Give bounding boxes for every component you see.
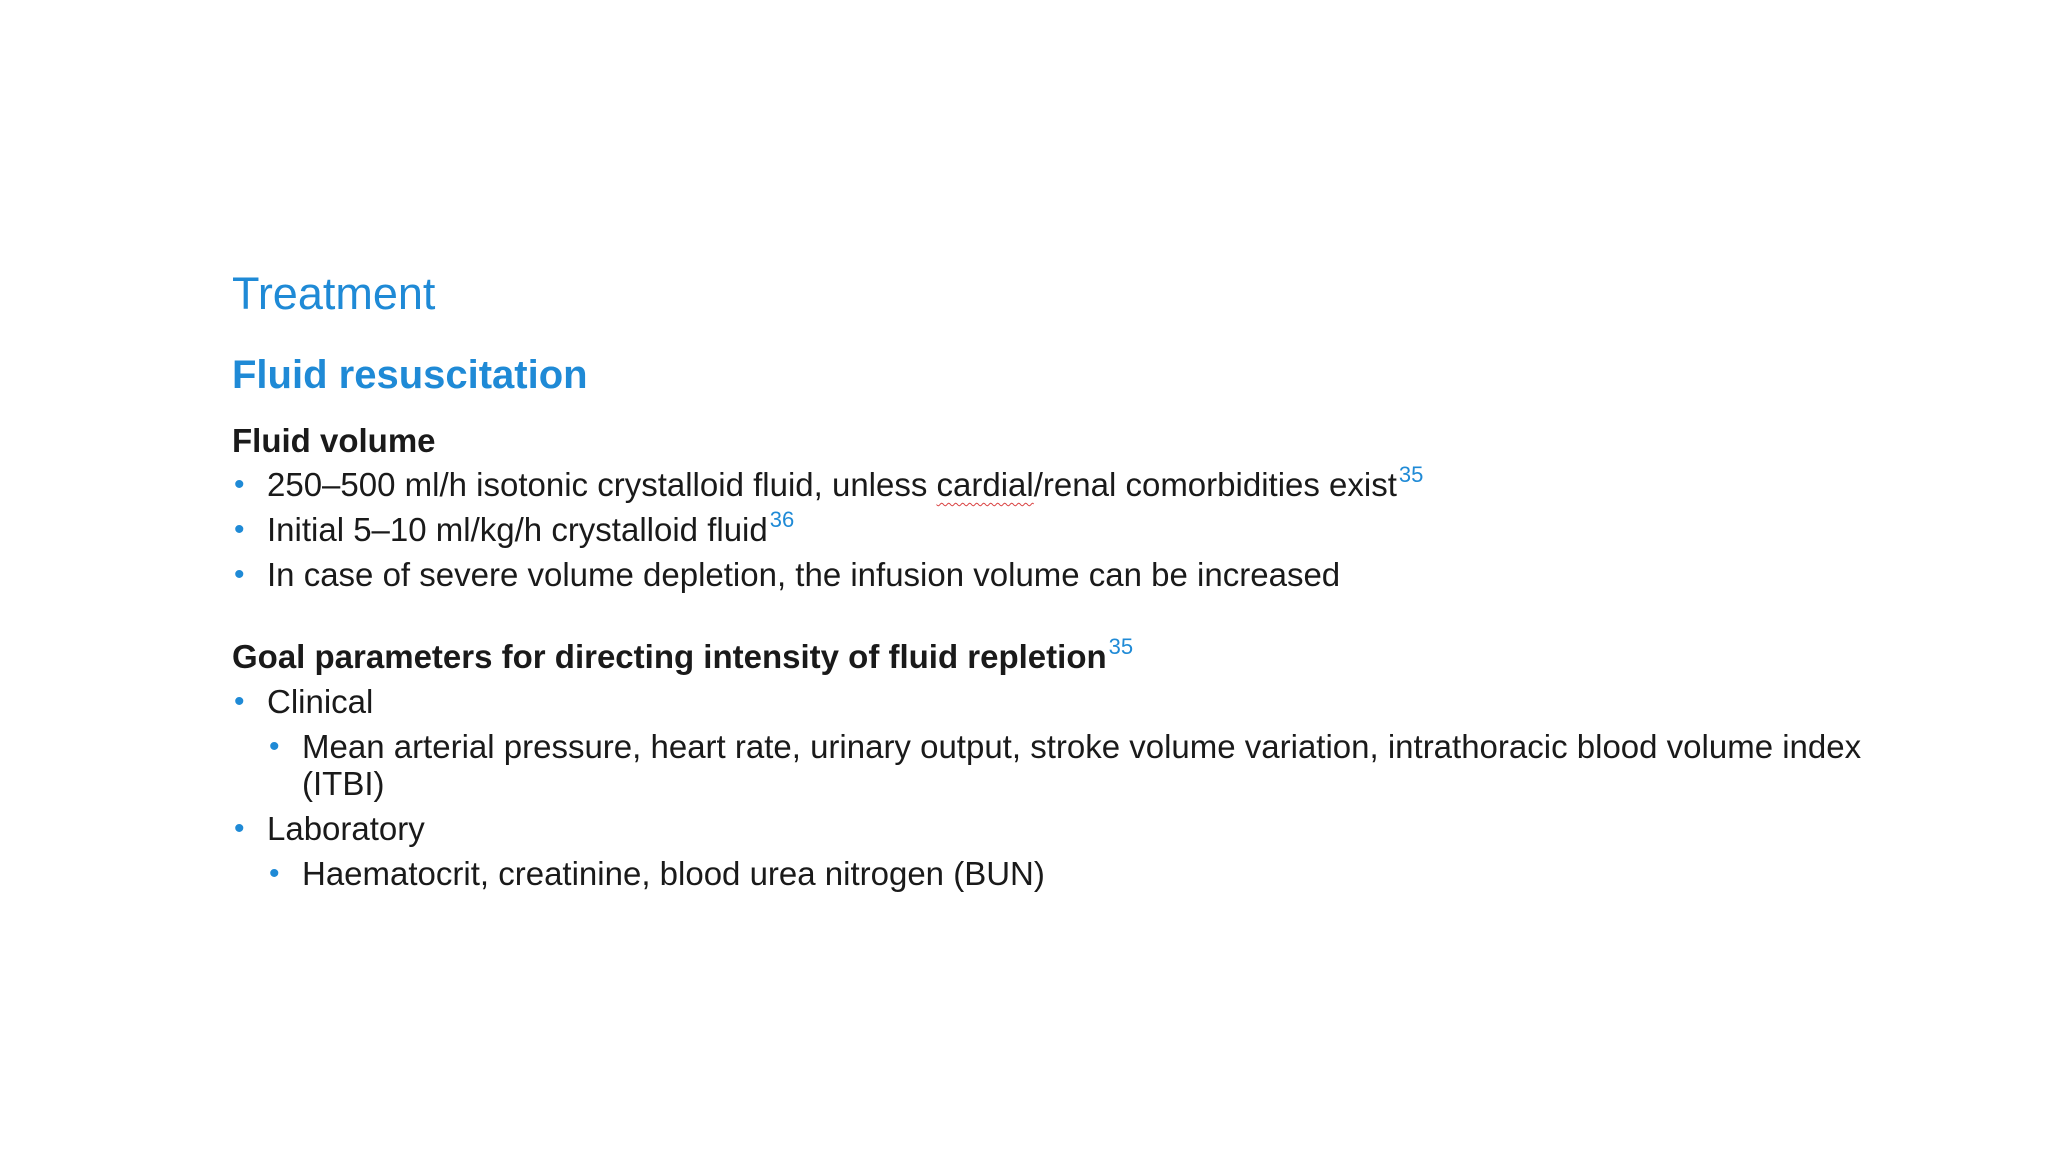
fluid-volume-heading: Fluid volume <box>232 422 436 459</box>
list-item-text: Laboratory <box>267 810 425 847</box>
bullet-icon: • <box>234 558 245 591</box>
slide-title: Treatment <box>232 268 436 319</box>
list-item-text: Clinical <box>267 683 374 720</box>
list-item-text: /renal comorbidities exist <box>1033 466 1397 503</box>
goal-parameters-heading-text: Goal parameters for directing intensity of fluid repletion <box>232 638 1107 675</box>
bullet-icon: • <box>234 812 245 845</box>
list-item-initial-rate <box>234 507 795 549</box>
reference-superscript: 35 <box>1398 462 1424 487</box>
list-item-text: Mean arterial pressure, heart rate, urinary output, stroke volume variation, intrathoracic blood volume index (ITBI) <box>302 728 1862 802</box>
list-item-text: Initial 5–10 ml/kg/h crystalloid fluid <box>267 511 768 548</box>
list-item-severe-depletion <box>234 556 1341 594</box>
bullet-icon: • <box>234 468 245 501</box>
list-item-laboratory-detail <box>269 855 1045 893</box>
reference-superscript: 36 <box>769 507 795 532</box>
reference-superscript: 35 <box>1108 634 1134 659</box>
list-item-clinical-detail <box>269 728 1862 802</box>
slide-subtitle: Fluid resuscitation <box>232 353 588 397</box>
goal-parameters-heading <box>232 636 1133 678</box>
list-item-text: In case of severe volume depletion, the infusion volume can be increased <box>267 556 1341 593</box>
bullet-icon: • <box>234 685 245 718</box>
list-item-text: 250–500 ml/h isotonic crystalloid fluid, unless <box>267 466 937 503</box>
list-item-laboratory <box>234 810 425 848</box>
spellcheck-flagged-word: cardial <box>936 466 1034 503</box>
list-item-clinical <box>234 683 374 721</box>
list-item-text: Haematocrit, creatinine, blood urea nitrogen (BUN) <box>302 855 1045 892</box>
bullet-icon: • <box>269 857 280 890</box>
bullet-icon: • <box>234 513 245 546</box>
list-item-fluid-rate <box>234 462 1424 504</box>
bullet-icon: • <box>269 730 280 763</box>
